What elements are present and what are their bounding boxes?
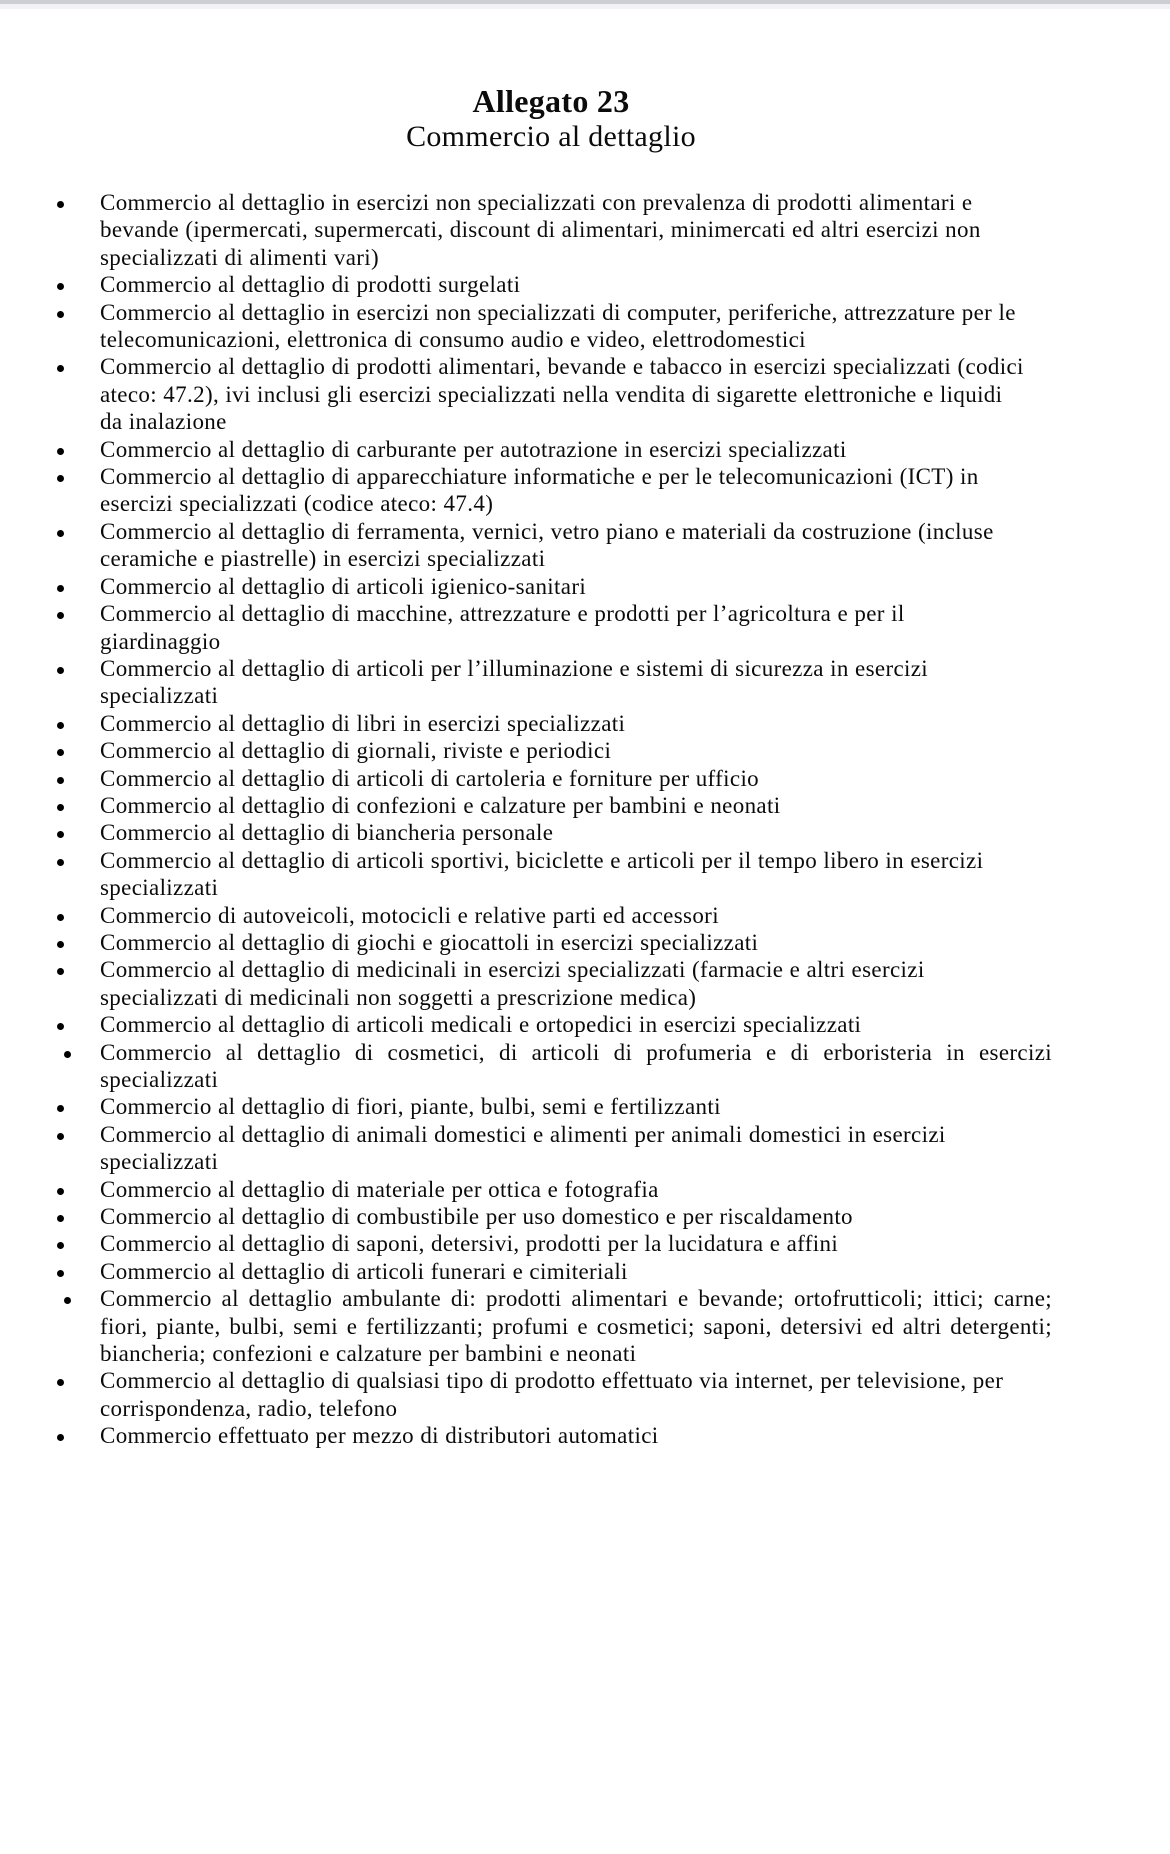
list-item (100, 353, 1026, 435)
list-item-text: Commercio al dettaglio di apparecchiature informatiche e per le telecomunicazioni (ICT) in esercizi specializzati (codice ateco: 47.4) (100, 464, 979, 517)
list-item-text: Commercio al dettaglio di prodotti surgelati (100, 272, 521, 298)
list-item (100, 710, 1026, 737)
list-item-text: Commercio al dettaglio di carburante per autotrazione in esercizi specializzati (100, 436, 847, 462)
list-item-text: Commercio al dettaglio di ferramenta, vernici, vetro piano e materiali da costruzione (incluse ceramiche e piastrelle) in esercizi specializzati (100, 518, 994, 572)
list-item (100, 792, 1026, 819)
list-item-text: Commercio al dettaglio di articoli per l’illuminazione e sistemi di sicurezza in esercizi specializzati (100, 655, 929, 709)
list-item-text: Commercio di autoveicoli, motocicli e relative parti ed accessori (100, 902, 719, 928)
bullet-icon (57, 585, 64, 592)
bullet-icon (57, 365, 64, 372)
list-item (100, 1093, 1026, 1120)
bullet-icon (64, 1051, 71, 1058)
list-item-text: Commercio al dettaglio di articoli di cartoleria e forniture per ufficio (100, 765, 760, 791)
list-item (100, 1039, 1052, 1094)
list-item (100, 436, 1026, 463)
list-item (100, 1121, 1026, 1176)
list-item (100, 956, 1026, 1011)
list-item-text: Commercio al dettaglio in esercizi non specializzati di computer, periferiche, attrezzature per le telecomunicazioni, elettronica di consumo audio e video, elettrodomestici (100, 299, 1016, 353)
list-item-text: Commercio al dettaglio di combustibile per uso domestico e per riscaldamento (100, 1204, 853, 1230)
list-item (100, 600, 1026, 655)
list-item (100, 902, 1026, 929)
bullet-icon (57, 804, 64, 811)
bullet-icon (57, 1023, 64, 1030)
list-item-text: Commercio al dettaglio di articoli medicali e ortopedici in esercizi specializzati (100, 1012, 862, 1038)
bullet-icon (57, 667, 64, 674)
bullet-icon (57, 475, 64, 482)
bullet-icon (57, 1434, 64, 1441)
list-item-text: Commercio al dettaglio di biancheria personale (100, 820, 554, 846)
list-item-text: Commercio effettuato per mezzo di distributori automatici (100, 1423, 659, 1449)
bullet-icon (57, 1270, 64, 1277)
list-item (100, 1258, 1026, 1285)
list-item-text: Commercio al dettaglio di qualsiasi tipo di prodotto effettuato via internet, per televisione, per corrispondenza, radio, telefono (100, 1368, 1004, 1421)
bullet-icon (57, 1133, 64, 1140)
list-item-text: Commercio al dettaglio di articoli igienico-sanitari (100, 573, 587, 599)
list-item (100, 1230, 1026, 1257)
list-item (100, 655, 1026, 710)
bullet-icon (57, 831, 64, 838)
list-item (100, 1285, 1052, 1367)
list-item-text: Commercio al dettaglio di macchine, attrezzature e prodotti per l’agricoltura e per il giardinaggio (100, 601, 905, 654)
list-item (100, 929, 1026, 956)
bullet-icon (57, 201, 64, 208)
list-item (100, 1203, 1026, 1230)
list-item (100, 819, 1026, 846)
list-item-text: Commercio al dettaglio di medicinali in esercizi specializzati (farmacie e altri esercizi specializzati di medicinali non soggetti a prescrizione medica) (100, 957, 925, 1010)
page-title: Allegato 23 (472, 83, 630, 119)
list-item-text: Commercio al dettaglio di prodotti alimentari, bevande e tabacco in esercizi specializzati (codici ateco: 47.2), ivi inclusi gli esercizi specializzati nella vendita di sigarette elettroniche e liquidi da inalazione (100, 354, 1024, 435)
page-subtitle: Commercio al dettaglio (406, 120, 696, 153)
list-item (100, 1367, 1026, 1422)
list-item (100, 1422, 1026, 1449)
bullet-icon (57, 722, 64, 729)
list-item (100, 1176, 1026, 1203)
list-item (100, 518, 1026, 573)
list-item-text: Commercio al dettaglio di libri in esercizi specializzati (100, 710, 626, 736)
bullet-icon (57, 448, 64, 455)
bullet-icon (57, 283, 64, 290)
list-item-text: Commercio al dettaglio di cosmetici, di articoli di profumeria e di erboristeria in esercizi specializzati (100, 1039, 1052, 1092)
list-item (100, 573, 1026, 600)
list-item-text: Commercio al dettaglio ambulante di: prodotti alimentari e bevande; ortofrutticoli; ittici; carne; fiori, piante, bulbi, semi e fertilizzanti; profumi e cosmetici; saponi, detersivi ed altri detergenti; biancheria; confezioni e calzature per bambini e neonati (100, 1286, 1052, 1367)
bullet-icon (57, 1379, 64, 1386)
list-item-text: Commercio al dettaglio di giornali, riviste e periodici (100, 738, 612, 764)
retail-list (100, 189, 1052, 1450)
list-item-text: Commercio al dettaglio di animali domestici e alimenti per animali domestici in esercizi specializzati (100, 1121, 946, 1175)
bullet-icon (57, 968, 64, 975)
list-item-text: Commercio al dettaglio di saponi, detersivi, prodotti per la lucidatura e affini (100, 1231, 839, 1257)
top-border-strip-light (0, 4, 1170, 9)
bullet-icon (57, 530, 64, 537)
list-item (100, 737, 1026, 764)
list-item-text: Commercio al dettaglio in esercizi non specializzati con prevalenza di prodotti alimentari e bevande (ipermercati, supermercati, discount di alimentari, minimercati ed altri esercizi non specializzati di alimenti vari) (100, 190, 981, 270)
list-item (100, 1011, 1026, 1038)
list-item-text: Commercio al dettaglio di articoli sportivi, biciclette e articoli per il tempo libero in esercizi specializzati (100, 847, 984, 901)
list-item-text: Commercio al dettaglio di articoli funerari e cimiteriali (100, 1258, 628, 1284)
bullet-icon (57, 311, 64, 318)
list-item (100, 847, 1026, 902)
list-item (100, 299, 1026, 354)
bullet-icon (57, 914, 64, 921)
bullet-icon (57, 1188, 64, 1195)
bullet-icon (57, 1105, 64, 1112)
bullet-icon (57, 612, 64, 619)
bullet-icon (57, 1242, 64, 1249)
list-item (100, 463, 1026, 518)
bullet-icon (57, 749, 64, 756)
document-header (0, 83, 1102, 155)
list-item-text: Commercio al dettaglio di fiori, piante, bulbi, semi e fertilizzanti (100, 1094, 721, 1120)
bullet-icon (57, 859, 64, 866)
list-item (100, 765, 1026, 792)
list-item-text: Commercio al dettaglio di giochi e giocattoli in esercizi specializzati (100, 929, 759, 955)
bullet-icon (57, 1215, 64, 1222)
list-item-text: Commercio al dettaglio di materiale per ottica e fotografia (100, 1176, 659, 1202)
bullet-icon (57, 941, 64, 948)
list-item-text: Commercio al dettaglio di confezioni e calzature per bambini e neonati (100, 792, 781, 818)
list-item (100, 271, 1026, 298)
bullet-icon (57, 777, 64, 784)
list-item (100, 189, 1026, 271)
bullet-icon (64, 1297, 71, 1304)
